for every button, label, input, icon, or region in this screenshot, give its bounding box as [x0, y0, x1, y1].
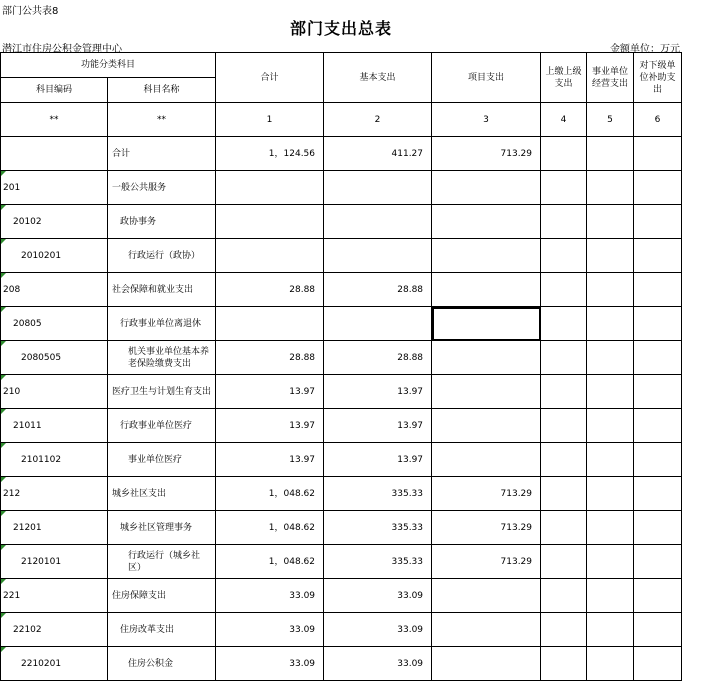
subsidy-cell[interactable]: [634, 579, 682, 613]
basic-cell[interactable]: 335.33: [324, 477, 432, 511]
enterprise-cell[interactable]: [587, 239, 634, 273]
table-row: [1, 375, 682, 409]
subsidy-cell[interactable]: [634, 443, 682, 477]
note-marker-icon: [1, 409, 6, 414]
subsidy-cell[interactable]: [634, 409, 682, 443]
code-cell[interactable]: [1, 443, 108, 477]
name-cell[interactable]: 机关事业单位基本养老保险缴费支出: [108, 341, 216, 375]
project-cell[interactable]: [432, 579, 541, 613]
enterprise-cell[interactable]: [587, 545, 634, 579]
note-marker-icon: [1, 239, 6, 244]
project-cell[interactable]: 713.29: [432, 511, 541, 545]
project-cell[interactable]: [432, 647, 541, 681]
code-text: 2080505: [21, 352, 62, 363]
enterprise-cell[interactable]: [587, 137, 634, 171]
basic-cell[interactable]: [324, 239, 432, 273]
upper-cell[interactable]: [541, 205, 587, 239]
document-id: 部门公共表8: [2, 6, 59, 17]
enterprise-cell[interactable]: [587, 409, 634, 443]
index-cell[interactable]: **: [1, 103, 108, 137]
code-cell[interactable]: [1, 545, 108, 579]
table-row: [1, 443, 682, 477]
basic-cell[interactable]: 33.09: [324, 647, 432, 681]
upper-cell[interactable]: [541, 613, 587, 647]
upper-cell[interactable]: [541, 137, 587, 171]
index-cell[interactable]: 6: [634, 103, 682, 137]
note-marker-icon: [1, 375, 6, 380]
code-cell[interactable]: [1, 477, 108, 511]
note-marker-icon: [1, 443, 6, 448]
project-cell[interactable]: [432, 239, 541, 273]
code-cell[interactable]: [1, 579, 108, 613]
header-subsidy[interactable]: 对下级单位补助支出: [634, 53, 682, 103]
name-cell[interactable]: 行政事业单位医疗: [108, 409, 216, 443]
basic-cell[interactable]: [324, 205, 432, 239]
table-row: [1, 477, 682, 511]
upper-cell[interactable]: [541, 273, 587, 307]
index-cell[interactable]: 5: [587, 103, 634, 137]
index-cell[interactable]: 4: [541, 103, 587, 137]
code-cell[interactable]: [1, 273, 108, 307]
total-cell[interactable]: 33.09: [216, 579, 324, 613]
name-cell[interactable]: 住房保障支出: [108, 579, 216, 613]
table-row: [1, 205, 682, 239]
subsidy-cell[interactable]: [634, 477, 682, 511]
subsidy-cell[interactable]: [634, 307, 682, 341]
total-cell[interactable]: 28.88: [216, 273, 324, 307]
name-cell[interactable]: 住房公积金: [108, 647, 216, 681]
total-cell[interactable]: 13.97: [216, 375, 324, 409]
code-text: 208: [3, 284, 21, 295]
table-row: [1, 137, 682, 171]
table-row: [1, 511, 682, 545]
total-cell[interactable]: [216, 205, 324, 239]
code-text: 21201: [13, 522, 42, 533]
organization-name: 潜江市住房公积金管理中心: [2, 44, 122, 55]
total-cell[interactable]: 13.97: [216, 409, 324, 443]
total-cell[interactable]: 33.09: [216, 647, 324, 681]
table-row: [1, 307, 682, 341]
name-cell[interactable]: 住房改革支出: [108, 613, 216, 647]
name-cell[interactable]: 事业单位医疗: [108, 443, 216, 477]
basic-cell[interactable]: [324, 307, 432, 341]
subsidy-cell[interactable]: [634, 511, 682, 545]
basic-cell[interactable]: 411.27: [324, 137, 432, 171]
project-cell[interactable]: [432, 375, 541, 409]
name-cell[interactable]: 合计: [108, 137, 216, 171]
enterprise-cell[interactable]: [587, 205, 634, 239]
basic-cell[interactable]: 13.97: [324, 443, 432, 477]
upper-cell[interactable]: [541, 647, 587, 681]
note-marker-icon: [1, 545, 6, 550]
subsidy-cell[interactable]: [634, 239, 682, 273]
code-text: 201: [3, 182, 21, 193]
project-cell[interactable]: [432, 443, 541, 477]
enterprise-cell[interactable]: [587, 443, 634, 477]
project-cell[interactable]: [432, 409, 541, 443]
code-cell[interactable]: [1, 613, 108, 647]
page-title: 部门支出总表: [289, 19, 392, 38]
upper-cell[interactable]: [541, 375, 587, 409]
project-cell[interactable]: [432, 613, 541, 647]
code-text: 2101102: [21, 454, 62, 465]
project-cell[interactable]: [432, 341, 541, 375]
code-cell[interactable]: [1, 341, 108, 375]
code-cell[interactable]: [1, 375, 108, 409]
name-cell[interactable]: 行政事业单位离退休: [108, 307, 216, 341]
code-text: 2120101: [21, 556, 62, 567]
subsidy-cell[interactable]: [634, 273, 682, 307]
header-code[interactable]: 科目编码: [1, 78, 108, 103]
enterprise-cell[interactable]: [587, 647, 634, 681]
code-cell[interactable]: [1, 307, 108, 341]
basic-cell[interactable]: [324, 171, 432, 205]
code-text: 221: [3, 590, 21, 601]
subsidy-cell[interactable]: [634, 545, 682, 579]
total-cell[interactable]: 13.97: [216, 443, 324, 477]
note-marker-icon: [1, 341, 6, 346]
header-enterprise[interactable]: 事业单位经营支出: [587, 53, 634, 103]
basic-cell[interactable]: 335.33: [324, 545, 432, 579]
subsidy-cell[interactable]: [634, 375, 682, 409]
total-cell[interactable]: 1，048.62: [216, 545, 324, 579]
index-cell[interactable]: **: [108, 103, 216, 137]
table-row: [1, 341, 682, 375]
note-marker-icon: [1, 511, 6, 516]
basic-cell[interactable]: 33.09: [324, 579, 432, 613]
code-text: 22102: [13, 624, 42, 635]
code-cell[interactable]: [1, 511, 108, 545]
code-text: 20805: [13, 318, 42, 329]
code-cell[interactable]: [1, 239, 108, 273]
code-text: 212: [3, 488, 21, 499]
code-text: 210: [3, 386, 21, 397]
note-marker-icon: [1, 647, 6, 652]
code-cell[interactable]: [1, 137, 108, 171]
name-cell[interactable]: 城乡社区管理事务: [108, 511, 216, 545]
total-cell[interactable]: 28.88: [216, 341, 324, 375]
table-row: [1, 647, 682, 681]
name-cell[interactable]: 一般公共服务: [108, 171, 216, 205]
code-cell[interactable]: [1, 171, 108, 205]
name-cell[interactable]: 政协事务: [108, 205, 216, 239]
enterprise-cell[interactable]: [587, 273, 634, 307]
enterprise-cell[interactable]: [587, 613, 634, 647]
basic-cell[interactable]: 28.88: [324, 273, 432, 307]
enterprise-cell[interactable]: [587, 307, 634, 341]
index-cell[interactable]: 3: [432, 103, 541, 137]
table-row: [1, 579, 682, 613]
enterprise-cell[interactable]: [587, 579, 634, 613]
code-cell[interactable]: [1, 647, 108, 681]
selected-cell[interactable]: [432, 307, 541, 341]
total-cell[interactable]: 1，124.56: [216, 137, 324, 171]
basic-cell[interactable]: 335.33: [324, 511, 432, 545]
amount-unit: 金额单位：万元: [610, 44, 680, 55]
subsidy-cell[interactable]: [634, 137, 682, 171]
header-upper[interactable]: 上缴上级支出: [541, 53, 587, 103]
enterprise-cell[interactable]: [587, 477, 634, 511]
upper-cell[interactable]: [541, 443, 587, 477]
project-cell[interactable]: [432, 205, 541, 239]
name-cell[interactable]: 行政运行（城乡社区）: [108, 545, 216, 579]
subsidy-cell[interactable]: [634, 647, 682, 681]
code-text: 2210201: [21, 658, 62, 669]
upper-cell[interactable]: [541, 545, 587, 579]
header-function-category[interactable]: 功能分类科目: [1, 53, 216, 78]
total-cell[interactable]: [216, 239, 324, 273]
subsidy-cell[interactable]: [634, 341, 682, 375]
index-row: [1, 103, 682, 137]
name-cell[interactable]: 社会保障和就业支出: [108, 273, 216, 307]
basic-cell[interactable]: 13.97: [324, 375, 432, 409]
upper-cell[interactable]: [541, 477, 587, 511]
subsidy-cell[interactable]: [634, 205, 682, 239]
upper-cell[interactable]: [541, 579, 587, 613]
note-marker-icon: [1, 307, 6, 312]
project-cell[interactable]: [432, 171, 541, 205]
table-row: [1, 545, 682, 579]
index-cell[interactable]: 2: [324, 103, 432, 137]
enterprise-cell[interactable]: [587, 171, 634, 205]
upper-cell[interactable]: [541, 511, 587, 545]
total-cell[interactable]: [216, 307, 324, 341]
code-text: 2010201: [21, 250, 62, 261]
note-marker-icon: [1, 613, 6, 618]
header-row: [1, 53, 682, 78]
header-total[interactable]: 合计: [216, 53, 324, 103]
upper-cell[interactable]: [541, 341, 587, 375]
name-cell[interactable]: 医疗卫生与计划生育支出: [108, 375, 216, 409]
note-marker-icon: [1, 477, 6, 482]
project-cell[interactable]: 713.29: [432, 137, 541, 171]
total-cell[interactable]: [216, 171, 324, 205]
total-cell[interactable]: 1，048.62: [216, 477, 324, 511]
note-marker-icon: [1, 579, 6, 584]
code-text: 20102: [13, 216, 42, 227]
basic-cell[interactable]: 33.09: [324, 613, 432, 647]
enterprise-cell[interactable]: [587, 511, 634, 545]
note-marker-icon: [1, 171, 6, 176]
table-row: [1, 613, 682, 647]
table-row: [1, 171, 682, 205]
note-marker-icon: [1, 273, 6, 278]
table-row: [1, 273, 682, 307]
total-cell[interactable]: 33.09: [216, 613, 324, 647]
upper-cell[interactable]: [541, 171, 587, 205]
table-row: [1, 409, 682, 443]
header-project[interactable]: 项目支出: [432, 53, 541, 103]
code-text: 21011: [13, 420, 42, 431]
upper-cell[interactable]: [541, 409, 587, 443]
project-cell[interactable]: 713.29: [432, 545, 541, 579]
subsidy-cell[interactable]: [634, 171, 682, 205]
name-cell[interactable]: 城乡社区支出: [108, 477, 216, 511]
basic-cell[interactable]: 28.88: [324, 341, 432, 375]
subsidy-cell[interactable]: [634, 613, 682, 647]
table-row: [1, 239, 682, 273]
project-cell[interactable]: 713.29: [432, 477, 541, 511]
total-cell[interactable]: 1，048.62: [216, 511, 324, 545]
header-basic[interactable]: 基本支出: [324, 53, 432, 103]
expenditure-table: [0, 52, 682, 681]
upper-cell[interactable]: [541, 239, 587, 273]
note-marker-icon: [1, 205, 6, 210]
enterprise-cell[interactable]: [587, 375, 634, 409]
project-cell[interactable]: [432, 273, 541, 307]
name-cell[interactable]: 行政运行（政协）: [108, 239, 216, 273]
code-cell[interactable]: [1, 409, 108, 443]
header-name[interactable]: 科目名称: [108, 78, 216, 103]
basic-cell[interactable]: 13.97: [324, 409, 432, 443]
upper-cell[interactable]: [541, 307, 587, 341]
enterprise-cell[interactable]: [587, 341, 634, 375]
index-cell[interactable]: 1: [216, 103, 324, 137]
code-cell[interactable]: [1, 205, 108, 239]
